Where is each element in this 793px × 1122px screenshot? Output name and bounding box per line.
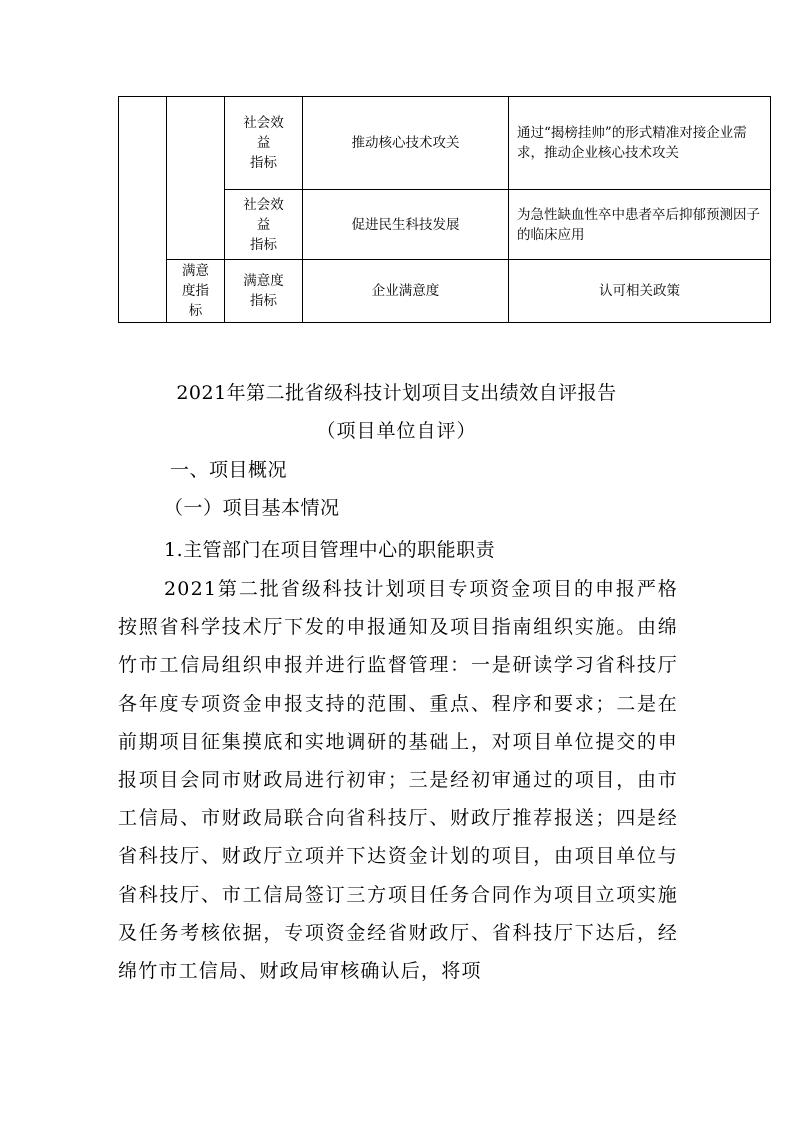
second-level-indicator-cell [167,97,225,260]
indicator-type-cell [225,260,303,323]
indicator-name-cell: 推动核心技术攻关 [303,97,509,190]
report-subtitle: （项目单位自评） [316,420,477,442]
category-label: 满意 度指 标 [182,263,209,319]
indicator-name-cell: 企业满意度 [303,260,509,323]
performance-indicator-table [118,96,771,323]
indicator-type-label: 社会效 益 指标 [243,196,284,253]
table-row [119,260,771,323]
category-cell [167,260,225,323]
first-level-indicator-cell [119,97,167,323]
section-heading: 一、项目概况 [170,459,288,481]
indicator-type-cell [225,190,303,260]
indicator-type-label: 满意度 指标 [243,273,284,309]
table-row [119,97,771,190]
indicator-name-cell: 促进民生科技发展 [303,190,509,260]
indicator-description-cell: 通过“揭榜挂帅”的形式精准对接企业需求，推动企业核心技术攻关 [509,97,771,190]
indicator-type-label: 社会效 益 指标 [243,115,284,171]
indicator-description-cell: 为急性缺血性卒中患者卒后抑郁预测因子的临床应用 [509,190,771,260]
body-paragraph: 2021第二批省级科技计划项目专项资金项目的申报严格按照省科学技术厅下发的申报通知及项目指南组织实施。由绵竹市工信局组织申报并进行监督管理：一是研读学习省科技厅各年度专项资金申报支持的范围、重点、程序和要求；二是在前期项目征集摸底和实地调研的基础上，对项目单位提交的申报项目会同市财政局进行初审；三是经初审通过的项目，由市工信局、市财政局联合向省科技厅、财政厅推荐报送；四是经省科技厅、财政厅立项并下达资金计划的项目，由项目单位与省科技厅、市工信局签订三方项目任务合同作为项目立项实施及任务考核依据，专项资金经省财政厅、省科技厅下达后，经绵竹市工信局、财政局审核确认后，将项 [118,578,678,983]
indicator-description-cell: 认可相关政策 [509,260,771,323]
item-heading: 1.主管部门在项目管理中心的职能职责 [164,539,496,561]
report-title: 2021年第二批省级科技计划项目支出绩效自评报告 [176,382,617,404]
subsection-heading: （一）项目基本情况 [164,497,340,519]
indicator-type-cell [225,97,303,190]
